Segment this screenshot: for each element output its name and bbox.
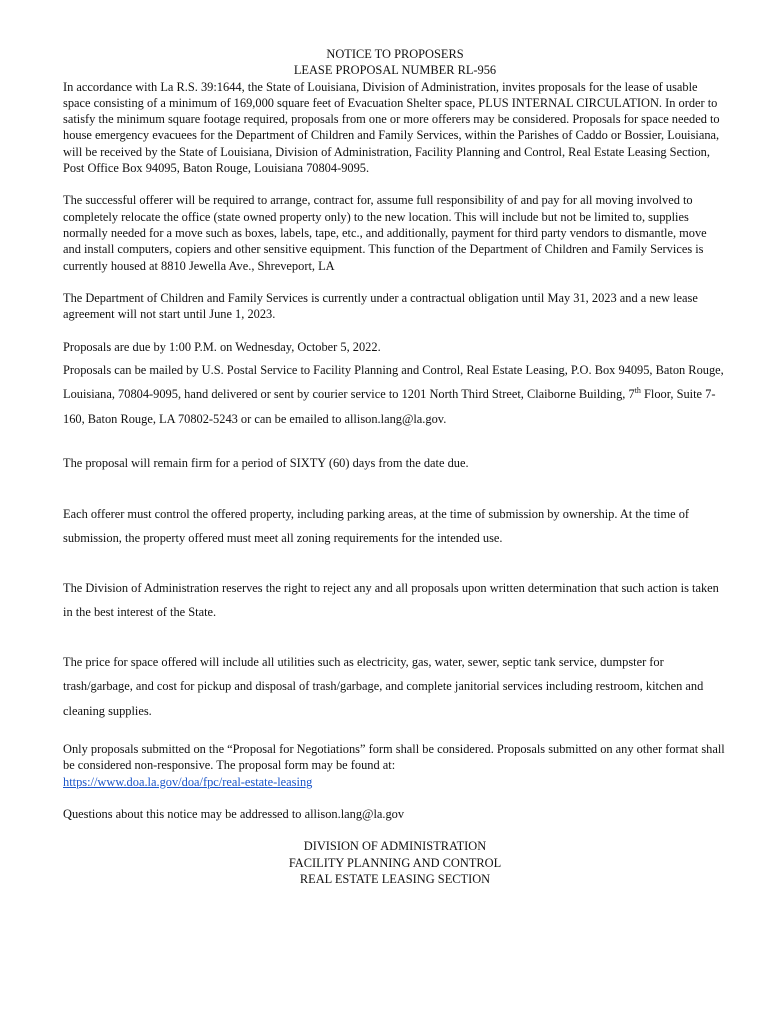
- reject-right-paragraph: The Division of Administration reserves the right to reject any and all proposals upon written determination that such action is taken in the best interest of the State.: [63, 580, 719, 620]
- issuer-section: REAL ESTATE LEASING SECTION: [299, 871, 491, 886]
- issuer-office: FACILITY PLANNING AND CONTROL: [288, 855, 502, 870]
- due-date-paragraph: Proposals are due by 1:00 P.M. on Wednesday, October 5, 2022.: [63, 340, 381, 355]
- real-estate-leasing-link[interactable]: https://www.doa.la.gov/doa/fpc/real-estate-leasing: [63, 774, 313, 789]
- intro-paragraph: In accordance with La R.S. 39:1644, the State of Louisiana, Division of Administration, invites proposals for the lease of usable space consisting of a minimum of 169,000 square feet of Evacuation Shelter space, PLUS INTERNAL CIRCULATION. In order to satisfy the minimum square footage required, proposals from one or more offerers may be considered. Proposals for space needed to house emergency evacuees for the Department of Children and Family Services, within the Parishes of Caddo or Bossier, Louisiana, will be received by the State of Louisiana, Division of Administration, Facility Planning and Control, Real Estate Leasing Section, Post Office Box 94095, Baton Rouge, Louisiana 70804-9095.: [63, 79, 720, 176]
- questions-paragraph: Questions about this notice may be addressed to allison.lang@la.gov: [63, 806, 405, 821]
- form-requirement-text: Only proposals submitted on the “Proposal for Negotiations” form shall be considered. Proposals submitted on any other format shall be considered non-responsive. The proposal form may be found at:: [63, 742, 725, 773]
- notice-title: NOTICE TO PROPOSERS: [326, 47, 464, 61]
- price-utilities-paragraph: The price for space offered will include all utilities such as electricity, gas, water, sewer, septic tank service, dumpster for trash/garbage, and cost for pickup and disposal of trash/garbage, and complete janitorial services including restroom, kitchen and cleaning supplies.: [63, 654, 704, 718]
- submission-text-b: Floor, Suite 7-160, Baton Rouge, LA 70802-5243 or can be emailed to allison.lang@la.gov.: [63, 387, 716, 426]
- property-control-paragraph: Each offerer must control the offered property, including parking areas, at the time of submission by ownership. At the time of submission, the property offered must meet all zoning requirements for the intended use.: [63, 506, 690, 546]
- floor-ordinal-suffix: th: [634, 386, 641, 396]
- form-requirement-paragraph: [63, 741, 727, 790]
- submission-text-a: Proposals can be mailed by U.S. Postal Service to Facility Planning and Control, Real Estate Leasing, P.O. Box 94095, Baton Rouge, Louisiana, 70804-9095, hand delivered or sent by courier service to 1201 North Third Street, Claiborne Building, 7: [63, 362, 724, 402]
- issuer-division: DIVISION OF ADMINISTRATION: [303, 839, 487, 854]
- proposal-number: LEASE PROPOSAL NUMBER RL-956: [293, 63, 497, 78]
- firm-period-paragraph: The proposal will remain firm for a period of SIXTY (60) days from the date due.: [63, 456, 469, 471]
- moving-paragraph: The successful offerer will be required to arrange, contract for, assume full responsibility of and pay for all moving involved to completely relocate the office (state owned property only) to the new location. This will include but not be limited to, supplies normally needed for a move such as boxes, labels, tape, etc., and additionally, payment for third party vendors to dismantle, move and install computers, copiers and other sensitive equipment. This function of the Department of Children and Family Services is currently housed at 8810 Jewella Ave., Shreveport, LA: [63, 193, 707, 273]
- submission-paragraph: [63, 358, 727, 432]
- notice-header: [63, 46, 727, 79]
- issuer-signature-block: [63, 838, 727, 887]
- obligation-paragraph: The Department of Children and Family Services is currently under a contractual obligation until May 31, 2023 and a new lease agreement will not start until June 1, 2023.: [63, 290, 698, 322]
- notice-document: [63, 46, 727, 887]
